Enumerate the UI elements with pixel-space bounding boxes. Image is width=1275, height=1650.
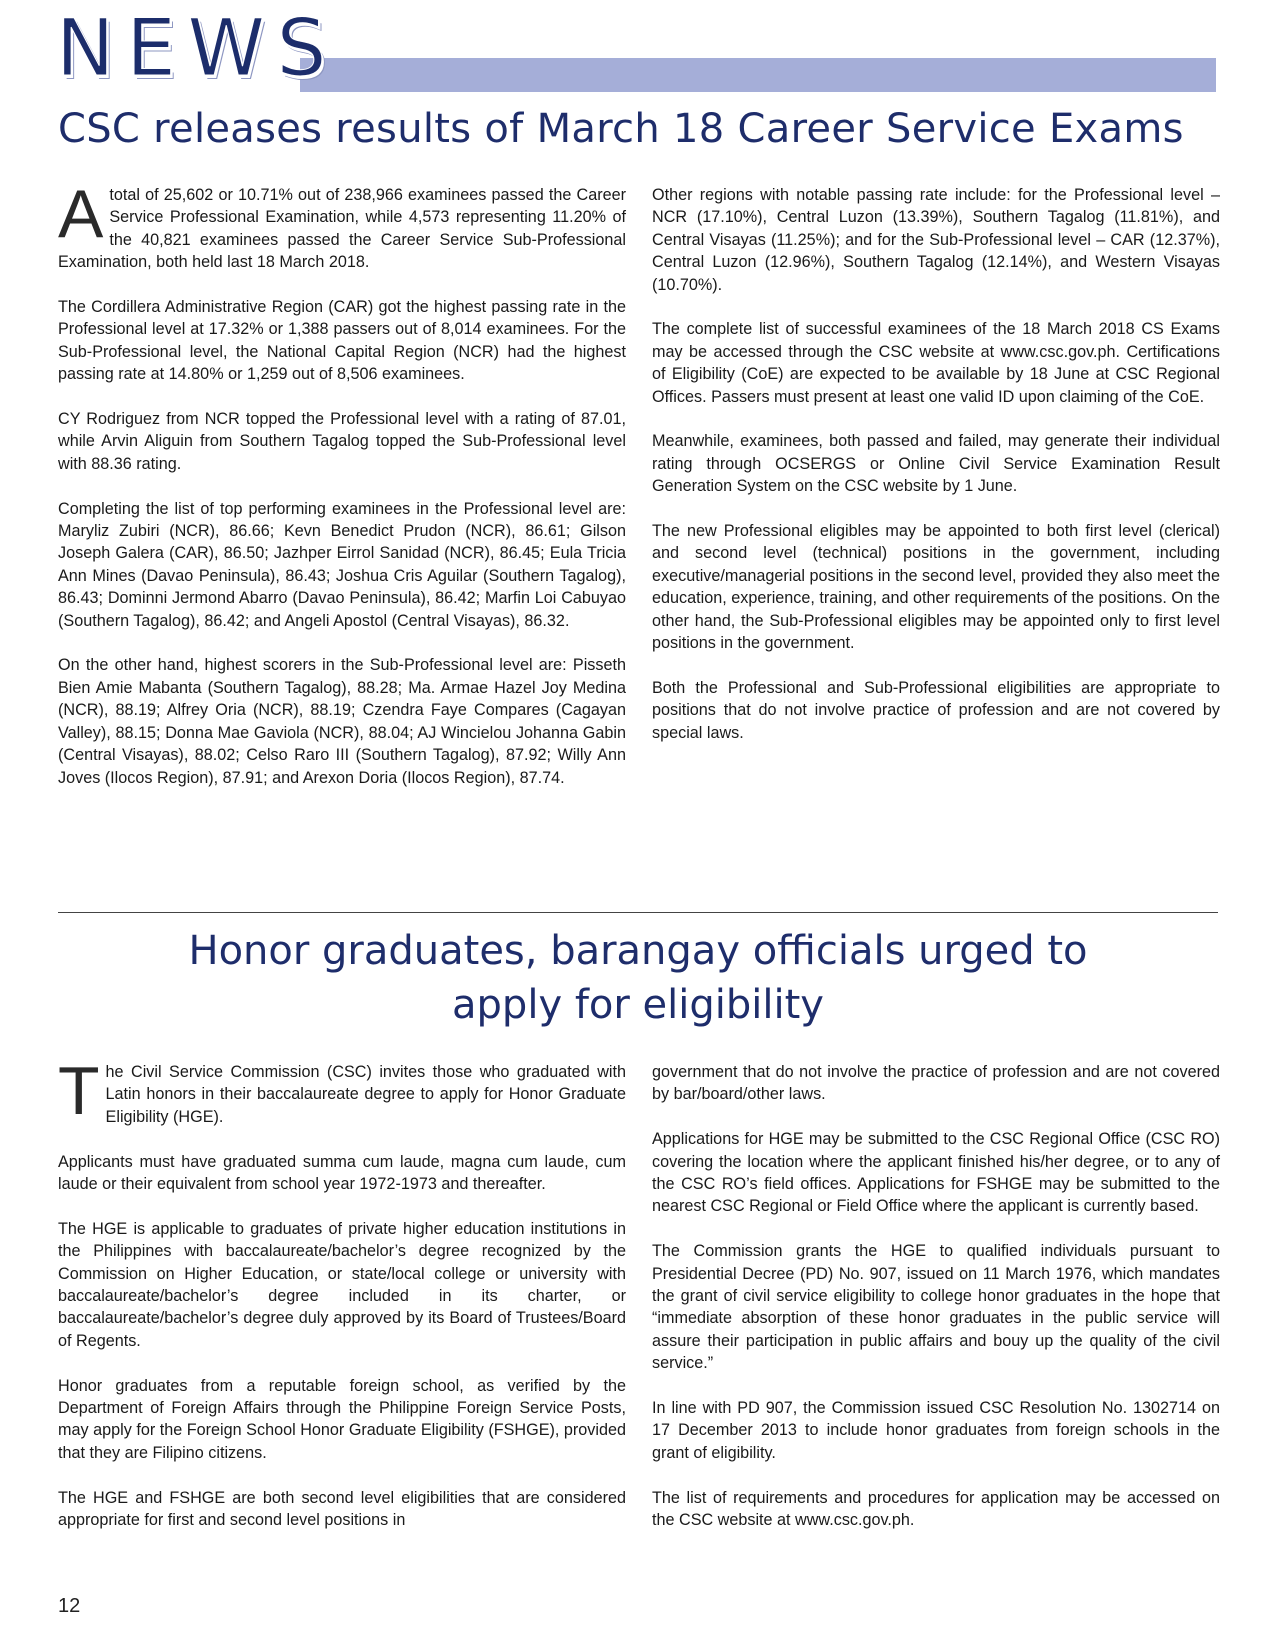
article-2-paragraph: The Civil Service Commission (CSC) invites those who graduated with Latin honors in their baccalaureate degree to apply for Honor Graduate Eligibility (HGE).: [58, 1053, 626, 1129]
article-1-paragraph: Meanwhile, examinees, both passed and failed, may generate their individual rating through OCSERGS or Online Civil Service Examination Result Generation System on the CSC website by 1 June.: [652, 432, 1220, 496]
article-2-paragraph: government that do not involve the practice of profession and are not covered by bar/board/other laws.: [652, 1063, 1220, 1104]
article-2-paragraph: The Commission grants the HGE to qualified individuals pursuant to Presidential Decree (PD) No. 907, issued on 11 March 1976, which mandates the grant of civil service eligibility to college honor graduates in the hope that “immediate absorption of these honor graduates in the public service will assure their participation in public affairs and bouy up the quality of the civil service.”: [652, 1242, 1220, 1373]
article-2-right-column: [652, 1061, 1220, 1531]
article-1-left-column: [58, 176, 626, 789]
article-1-paragraph: The complete list of successful examinees of the 18 March 2018 CS Exams may be accessed through the CSC website at www.csc.gov.ph. Certifications of Eligibility (CoE) are expected to be available by 18 June at CSC Regional Offices. Passers must present at least one valid ID upon claiming of the CoE.: [652, 320, 1220, 406]
article-1-paragraph: The new Professional eligibles may be appointed to both first level (clerical) and second level (technical) positions in the government, including executive/managerial positions in the second level, provided they also meet the education, experience, training, and other requirements of the positions. On the other hand, the Sub-Professional eligibles may be appointed only to first level positions in the government.: [652, 522, 1220, 653]
headline-line: Honor graduates, barangay officials urged to: [188, 928, 1088, 974]
article-2-headline: [58, 924, 1218, 1032]
article-2-paragraph: Applications for HGE may be submitted to the CSC Regional Office (CSC RO) covering the location where the applicant finished his/her degree, or to any of the CSC RO’s field offices. Applications for FSHGE may be submitted to the nearest CSC Regional or Field Office where the applicant is currently based.: [652, 1130, 1220, 1216]
article-2-left-column: [58, 1053, 626, 1531]
article-1-paragraph: On the other hand, highest scorers in the Sub-Professional level are: Pisseth Bien Amie Mabanta (Southern Tagalog), 88.28; Ma. Armae Hazel Joy Medina (NCR), 88.19; Alfrey Oria (NCR), 88.19; Czendra Faye Compares (Cagayan Valley), 88.15; Donna Mae Gaviola (NCR), 88.04; AJ Wincielou Johanna Gabin (Central Visayas), 88.02; Celso Raro III (Southern Tagalog), 87.92; Willy Ann Joves (Ilocos Region), 87.91; and Arexon Doria (Ilocos Region), 87.74.: [58, 656, 626, 787]
drop-cap: A: [58, 176, 104, 252]
article-1-right-column: [652, 184, 1220, 744]
article-1-paragraph: Both the Professional and Sub-Professional eligibilities are appropriate to positions that do not involve practice of profession and are not covered by special laws.: [652, 678, 1220, 742]
section-divider: [58, 912, 1218, 913]
masthead-band: [300, 58, 1216, 92]
article-1-paragraph: The Cordillera Administrative Region (CAR) got the highest passing rate in the Professional level at 17.32% or 1,388 passers out of 8,014 examinees. For the Sub-Professional level, the National Capital Region (NCR) had the highest passing rate at 14.80% or 1,259 out of 8,506 examinees.: [58, 298, 626, 384]
article-1-headline: CSC releases results of March 18 Career Service Exams: [58, 106, 1184, 152]
section-masthead: NEWS: [56, 4, 339, 94]
article-2-paragraph: The HGE is applicable to graduates of private higher education institutions in the Philippines with baccalaureate/bachelor’s degree recognized by the Commission on Higher Education, or state/local college or university with baccalaureate/bachelor’s degree included in its charter, or baccalaureate/bachelor’s degree duly approved by its Board of Trustees/Board of Regents.: [58, 1219, 626, 1350]
article-2-paragraph: Honor graduates from a reputable foreign school, as verified by the Department of Foreign Affairs through the Philippine Foreign Service Posts, may apply for the Foreign School Honor Graduate Eligibility (FSHGE), provided that they are Filipino citizens.: [58, 1376, 626, 1462]
article-2-paragraph: The HGE and FSHGE are both second level eligibilities that are considered appropriate for first and second level positions in: [58, 1488, 626, 1530]
page-number: 12: [58, 1595, 81, 1617]
article-1-paragraph: Completing the list of top performing examinees in the Professional level are: Maryliz Zubiri (NCR), 86.66; Kevn Benedict Prudon (NCR), 86.61; Gilson Joseph Galera (CAR), 86.50; Jazhper Eirrol Sanidad (NCR), 86.45; Eula Tricia Ann Mines (Davao Peninsula), 86.43; Joshua Cris Aguilar (Southern Tagalog), 86.43; Dominni Jermond Abarro (Davao Peninsula), 86.42; Marfin Loi Cabuyao (Southern Tagalog), 86.42; and Angeli Apostol (Central Visayas), 86.32.: [58, 499, 626, 630]
article-2-paragraph: Applicants must have graduated summa cum laude, magna cum laude, cum laude or their equivalent from school year 1972-1973 and thereafter.: [58, 1152, 626, 1194]
article-1-paragraph: Other regions with notable passing rate include: for the Professional level – NCR (17.10%), Central Luzon (13.39%), Southern Tagalog (11.81%), and Central Visayas (11.25%); and for the Sub-Professional level – CAR (12.37%), Central Luzon (12.96%), Southern Tagalog (12.14%), and Western Visayas (10.70%).: [652, 186, 1220, 294]
drop-cap: T: [58, 1053, 100, 1129]
article-1-paragraph: CY Rodriguez from NCR topped the Professional level with a rating of 87.01, while Arvin Aliguin from Southern Tagalog topped the Sub-Professional level with 88.36 rating.: [58, 410, 626, 473]
article-2-paragraph: The list of requirements and procedures for application may be accessed on the CSC website at www.csc.gov.ph.: [652, 1488, 1220, 1530]
article-1-paragraph: Atotal of 25,602 or 10.71% out of 238,966 examinees passed the Career Service Professional Examination, while 4,573 representing 11.20% of the 40,821 examinees passed the Career Service Sub-Professional Examination, both held last 18 March 2018.: [58, 176, 626, 272]
article-2-paragraph: In line with PD 907, the Commission issued CSC Resolution No. 1302714 on 17 December 2013 to include honor graduates from foreign schools in the grant of eligibility.: [652, 1399, 1220, 1462]
headline-line: apply for eligibility: [452, 982, 824, 1028]
